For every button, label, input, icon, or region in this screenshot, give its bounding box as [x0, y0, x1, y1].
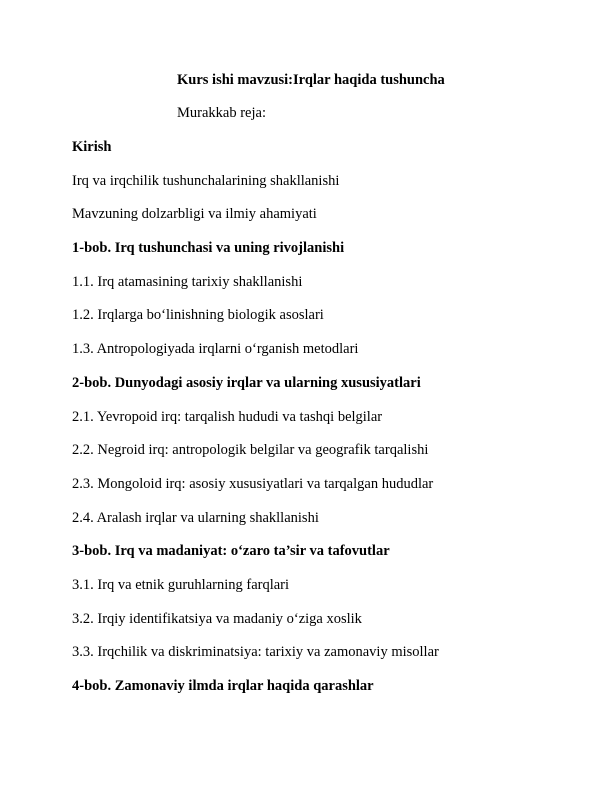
outline-chapter-4: 4-bob. Zamonaviy ilmda irqlar haqida qarashlar [72, 678, 374, 694]
outline-item: 2.2. Negroid irq: antropologik belgilar va geografik tarqalishi [72, 442, 429, 458]
outline-chapter-3: 3-bob. Irq va madaniyat: o‘zaro ta’sir va tafovutlar [72, 543, 390, 559]
plan-heading: Murakkab reja: [177, 105, 266, 121]
outline-item: 2.3. Mongoloid irq: asosiy xususiyatlari va tarqalgan hududlar [72, 476, 434, 492]
outline-item: 3.3. Irqchilik va diskriminatsiya: tarixiy va zamonaviy misollar [72, 644, 439, 660]
outline-item: 2.4. Aralash irqlar va ularning shakllanishi [72, 510, 319, 526]
outline-chapter-1: 1-bob. Irq tushunchasi va uning rivojlanishi [72, 240, 345, 256]
document-title: Kurs ishi mavzusi:Irqlar haqida tushuncha [177, 72, 445, 88]
outline-item: 3.1. Irq va etnik guruhlarning farqlari [72, 577, 290, 593]
outline-item: 1.3. Antropologiyada irqlarni o‘rganish metodlari [72, 341, 359, 357]
outline-item: 2.1. Yevropoid irq: tarqalish hududi va tashqi belgilar [72, 409, 383, 425]
outline-item: Mavzuning dolzarbligi va ilmiy ahamiyati [72, 206, 317, 222]
outline-item-introduction: Kirish [72, 139, 112, 155]
outline-item: Irq va irqchilik tushunchalarining shakllanishi [72, 173, 340, 189]
outline-chapter-2: 2-bob. Dunyodagi asosiy irqlar va ularning xususiyatlari [72, 375, 421, 391]
outline-item: 3.2. Irqiy identifikatsiya va madaniy o‘ziga xoslik [72, 611, 362, 627]
outline-item: 1.1. Irq atamasining tarixiy shakllanishi [72, 274, 303, 290]
outline-item: 1.2. Irqlarga bo‘linishning biologik asoslari [72, 307, 324, 323]
